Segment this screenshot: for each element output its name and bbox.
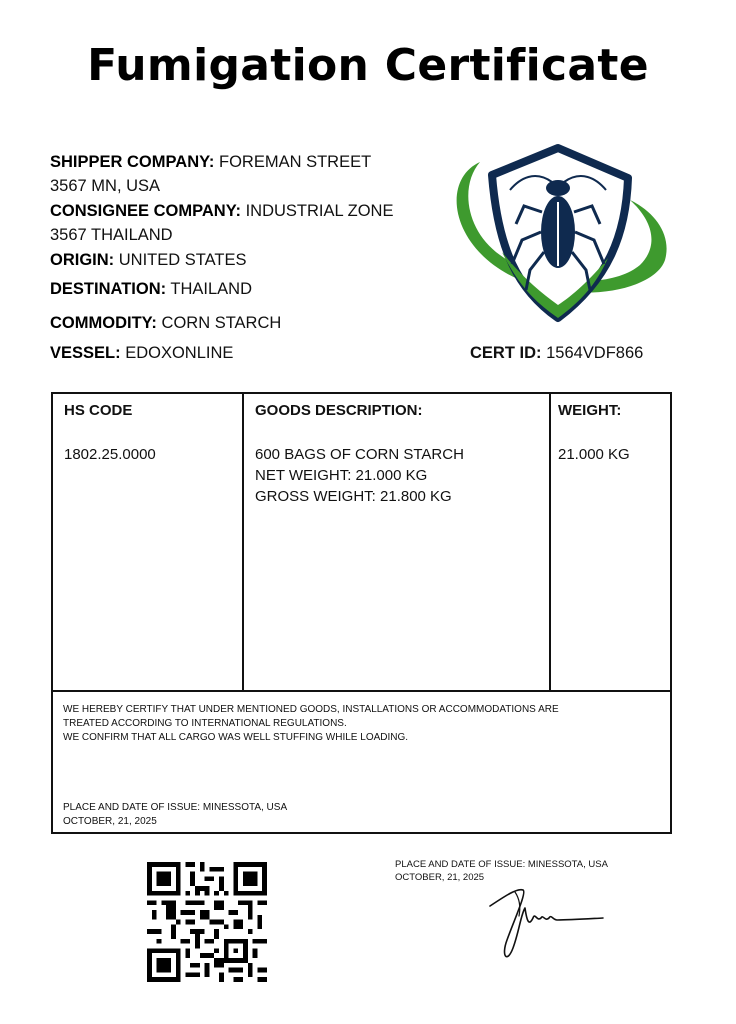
destination-value: THAILAND: [170, 280, 253, 298]
issue-place: PLACE AND DATE OF ISSUE: MINESSOTA, USA: [395, 859, 608, 870]
goods-table: [51, 392, 672, 834]
commodity-value: CORN STARCH: [161, 314, 282, 332]
goods-line: 600 BAGS OF CORN STARCH: [255, 446, 464, 463]
consignee-value: INDUSTRIAL ZONE: [245, 202, 394, 220]
issue-info-box: [63, 801, 287, 829]
shipper-field: [50, 150, 371, 198]
cockroach-shield-icon: [440, 140, 675, 325]
column-divider: [549, 394, 551, 692]
certification-line: TREATED ACCORDING TO INTERNATIONAL REGULATIONS.: [63, 718, 347, 729]
signature: [485, 878, 610, 968]
weight-cell: 21.000 KG: [558, 446, 630, 463]
shipper-value: FOREMAN STREET: [219, 153, 372, 171]
cert-id-value: 1564VDF866: [546, 344, 644, 362]
consignee-line2: 3567 THAILAND: [50, 226, 173, 244]
origin-value: UNITED STATES: [118, 251, 247, 269]
consignee-label: CONSIGNEE COMPANY:: [50, 202, 241, 220]
destination-field: [50, 277, 252, 301]
issue-date: OCTOBER, 21, 2025: [63, 816, 157, 827]
weight-header: WEIGHT:: [558, 402, 622, 419]
vessel-label: VESSEL:: [50, 344, 121, 362]
origin-label: ORIGIN:: [50, 251, 115, 269]
origin-field: [50, 248, 247, 272]
hs-code-cell: 1802.25.0000: [64, 446, 156, 463]
commodity-field: [50, 311, 281, 335]
column-divider: [242, 394, 244, 692]
goods-line: NET WEIGHT: 21.000 KG: [255, 467, 428, 484]
certification-text: [63, 703, 559, 745]
destination-label: DESTINATION:: [50, 280, 167, 298]
qr-code: [147, 862, 267, 982]
shipper-line2: 3567 MN, USA: [50, 177, 161, 195]
vessel-value: EDOXONLINE: [125, 344, 234, 362]
cert-id-field: [470, 341, 643, 365]
table-divider: [53, 690, 670, 692]
shipper-label: SHIPPER COMPANY:: [50, 153, 215, 171]
issue-date: OCTOBER, 21, 2025: [395, 872, 485, 883]
goods-description-header: GOODS DESCRIPTION:: [255, 402, 423, 419]
goods-line: GROSS WEIGHT: 21.800 KG: [255, 488, 452, 505]
consignee-field: [50, 199, 393, 247]
issue-place: PLACE AND DATE OF ISSUE: MINESSOTA, USA: [63, 802, 288, 813]
certification-line: WE CONFIRM THAT ALL CARGO WAS WELL STUFFING WHILE LOADING.: [63, 732, 409, 743]
cert-id-label: CERT ID:: [470, 344, 542, 362]
page-title: Fumigation Certificate: [87, 40, 649, 91]
goods-description-cell: [255, 444, 464, 507]
certification-line: WE HEREBY CERTIFY THAT UNDER MENTIONED GOODS, INSTALLATIONS OR ACCOMMODATIONS ARE: [63, 704, 559, 715]
hs-code-header: HS CODE: [64, 402, 133, 419]
vessel-field: [50, 341, 233, 365]
commodity-label: COMMODITY:: [50, 314, 157, 332]
